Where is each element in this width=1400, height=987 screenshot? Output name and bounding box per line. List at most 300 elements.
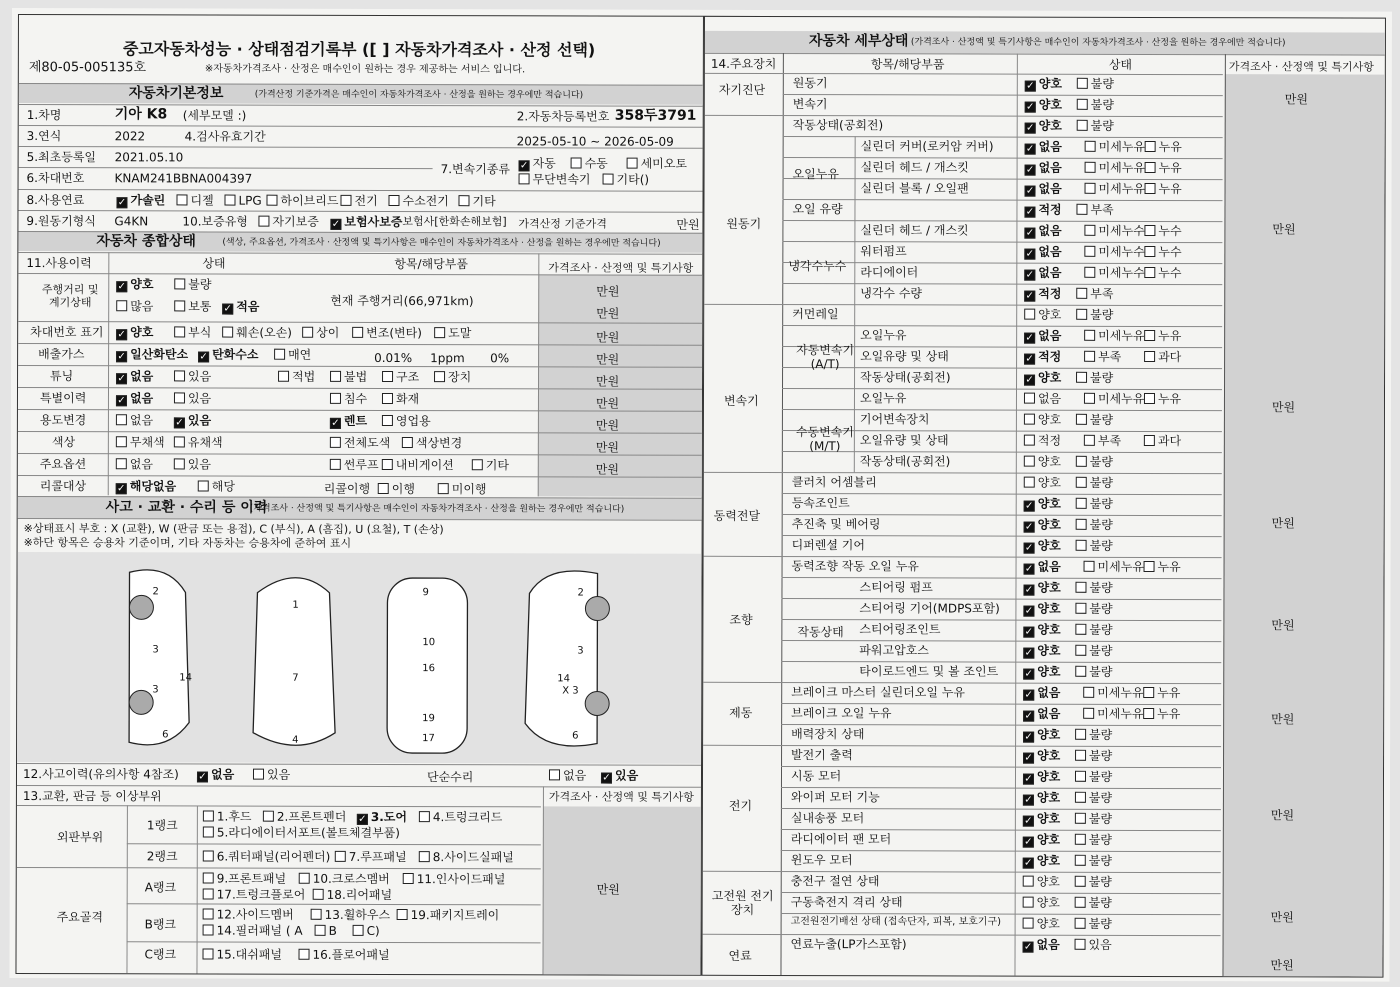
- checkbox: [1075, 603, 1086, 614]
- checkbox: [1084, 225, 1095, 236]
- use-opt-0: 없음: [116, 413, 153, 427]
- detail-item-option: 불량: [1075, 896, 1112, 910]
- recall-sub-0: 이행: [378, 482, 415, 496]
- detail-item-label: 라디에이터 팬 모터: [790, 832, 892, 847]
- special-price: 만원: [595, 396, 620, 411]
- hist-opt-0: ✓ 없음: [198, 767, 235, 783]
- detail-item-label: 스티어링 기어(MDPS포함): [859, 601, 1000, 616]
- svg-text:6: 6: [572, 730, 579, 742]
- detail-item-label: 디퍼렌셜 기어: [791, 538, 865, 553]
- rankA-label: A랭크: [144, 880, 177, 895]
- plate-opt-2: 훼손(오손): [222, 326, 292, 341]
- checkbox: [1085, 162, 1096, 173]
- checkbox: [1084, 435, 1095, 446]
- parts-label: 13.교환, 판금 등 이상부위: [22, 789, 162, 804]
- checkbox: [1024, 477, 1035, 488]
- detail-item-option: ✓ 없음: [1025, 181, 1062, 197]
- detail-item-option: 불량: [1076, 518, 1113, 532]
- detail-h4: 가격조사 · 산정액 및 특기사항: [1228, 60, 1374, 74]
- checkbox: ✓: [1024, 647, 1034, 659]
- detail-item-option: 불량: [1075, 728, 1112, 742]
- detail-item-label: 라디에이터: [860, 265, 919, 280]
- option-label: 주요옵션: [39, 457, 87, 472]
- price-brake: 만원: [1271, 712, 1295, 727]
- detail-item-option: 불량: [1077, 77, 1114, 91]
- group-hv: 고전원 전기장치: [711, 888, 774, 918]
- checkbox: ✓: [1025, 143, 1035, 155]
- svg-text:4: 4: [292, 734, 299, 746]
- detail-item-label: 오일유량 및 상태: [860, 349, 949, 364]
- trans-opt-cvt: 무단변속기: [519, 172, 591, 187]
- checkbox: [1024, 435, 1035, 446]
- basic-info-title: 자동차기본정보: [128, 85, 224, 102]
- checkbox: [1077, 99, 1088, 110]
- overall-h4: 가격조사 · 산정액 및 특기사항: [548, 261, 694, 275]
- detail-item-option: 불량: [1077, 98, 1114, 112]
- detail-item-option: 없음: [1024, 392, 1061, 406]
- detail-item-option: ✓ 없음: [1025, 139, 1062, 155]
- color-sub-1: 색상변경: [402, 436, 462, 451]
- group-transmission: 변속기: [723, 393, 759, 408]
- rankC-item-0: 15.대쉬패널: [203, 948, 282, 963]
- checkbox: ✓: [1024, 752, 1033, 764]
- checkbox: [1075, 729, 1086, 740]
- checkbox: [1076, 540, 1087, 551]
- legend-line-2: ※하단 항목은 승용차 기준이며, 기타 자동차는 승용차에 준하여 표시: [23, 536, 352, 550]
- detail-item-option: 양호: [1023, 896, 1060, 910]
- detail-note: (가격조사 · 산정액 및 특기사항은 매수인이 자동차가격조사 · 산정을 원하는 경우에만 적습니다): [910, 37, 1286, 49]
- group-selfdiag: 자기진단: [718, 82, 766, 97]
- detail-item-label: 윈도우 모터: [790, 853, 853, 868]
- tuning-sub-3: 장치: [434, 370, 471, 384]
- rank2-item-0: 6.쿼터패널(리어펜더): [203, 850, 331, 865]
- checkbox: ✓: [1026, 80, 1035, 92]
- checkbox: ✓: [1024, 815, 1033, 827]
- svg-text:1: 1: [292, 599, 299, 611]
- sub-mt: 수동변속기 (M/T): [795, 425, 854, 454]
- recall-label: 리콜대상: [39, 479, 87, 494]
- detail-item-option: 누유: [1145, 182, 1182, 196]
- checkbox: [1023, 897, 1034, 908]
- detail-item-option: 미세누수: [1084, 245, 1144, 260]
- detail-item-option: ✓ 없음: [1025, 223, 1062, 239]
- group-brake: 제동: [729, 705, 753, 720]
- detail-item-label: 연료누출(LP가스포함): [790, 937, 907, 952]
- option-price: 만원: [595, 462, 619, 477]
- exhaust-opt-0: ✓ 일산화탄소: [117, 347, 189, 363]
- detail-item-option: 있음: [1075, 938, 1112, 952]
- detail-item-label: 냉각수 수량: [860, 286, 923, 301]
- rankA-item-0: 9.프론트패널: [203, 872, 286, 887]
- checkbox: [1075, 918, 1086, 929]
- checkbox: ✓: [1024, 836, 1033, 848]
- simple-label: 단순수리: [426, 770, 474, 785]
- detail-item-option: 양호: [1024, 308, 1061, 322]
- detail-item-option: 미세누유: [1085, 161, 1145, 176]
- checkbox: [1076, 519, 1087, 530]
- checkbox: [1075, 582, 1086, 593]
- detail-item-label: 원동기: [792, 76, 828, 91]
- detail-item-option: ✓ 양호: [1026, 76, 1063, 92]
- year-label: 3.연식: [26, 129, 62, 144]
- detail-item-option: ✓ 양호: [1024, 664, 1061, 680]
- detail-item-label: 발전기 출력: [791, 748, 853, 763]
- checkbox: ✓: [1024, 500, 1034, 512]
- detail-item-label: 동력조향 작동 오일 누유: [791, 559, 919, 574]
- detail-item-option: 미세누수: [1084, 266, 1144, 281]
- checkbox: [1144, 267, 1155, 278]
- fuel-opt-0: ✓ 가솔린: [117, 193, 166, 209]
- special-opt-0: ✓ 없음: [117, 391, 154, 407]
- detail-item-option: ✓ 양호: [1025, 370, 1062, 386]
- mileage-label: 주행거리 및 계기상태: [41, 283, 99, 310]
- detail-item-option: 과다: [1144, 434, 1181, 448]
- detail-item-option: 불량: [1076, 371, 1113, 385]
- checkbox: [1144, 435, 1155, 446]
- special-opt-1: 있음: [174, 391, 211, 405]
- fuel-label: 8.사용연료: [26, 193, 85, 208]
- use-opt-1: ✓ 있음: [175, 413, 212, 429]
- left-panel: [15, 14, 704, 976]
- checkbox: ✓: [1025, 206, 1035, 218]
- detail-item-option: ✓ 양호: [1024, 811, 1061, 827]
- detail-item-option: ✓ 없음: [1025, 328, 1062, 344]
- recall-sub-1: 미이행: [438, 482, 487, 497]
- detail-item-option: 누유: [1143, 686, 1180, 700]
- detail-item-option: ✓ 양호: [1024, 622, 1061, 638]
- detail-item-option: 불량: [1075, 791, 1112, 805]
- checkbox: [1144, 561, 1155, 572]
- detail-item-label: 와이퍼 모터 기능: [790, 790, 880, 805]
- detail-item-option: 누수: [1144, 245, 1181, 259]
- detail-item-option: 불량: [1076, 539, 1113, 553]
- checkbox: ✓: [1024, 584, 1034, 596]
- detail-item-option: 불량: [1075, 812, 1112, 826]
- rankB-item-3: 14.필러패널 ( A: [203, 924, 303, 939]
- vin-label: 6.차대번호: [26, 171, 85, 186]
- car-name-label: 1.차명: [26, 108, 62, 123]
- legend-line-1: ※상태표시 부호 : X (교환), W (판금 또는 용접), C (부식), A (흠집), U (요철), T (손상): [23, 522, 444, 537]
- detail-item-option: 양호: [1023, 917, 1060, 931]
- overall-title: 자동차 종합상태: [96, 233, 196, 250]
- sub-oil-leak: 오일누유: [792, 167, 839, 182]
- hist-label: 12.사고이력(유의사항 4참조): [22, 767, 179, 782]
- svg-text:3: 3: [152, 644, 159, 656]
- detail-item-label: 실린더 커버(로커암 커버): [860, 139, 994, 154]
- svg-text:17: 17: [422, 733, 435, 745]
- detail-h3: 상태: [1108, 57, 1133, 72]
- detail-item-option: ✓ 양호: [1024, 727, 1061, 743]
- checkbox: [1075, 897, 1086, 908]
- warranty-label: 10.보증유형: [182, 214, 248, 229]
- doc-number: 제80-05-005135호: [28, 60, 147, 76]
- doc-note: ※자동차가격조사 · 산정은 매수인이 원하는 경우 제공하는 서비스 입니다.: [204, 63, 526, 76]
- checkbox: ✓: [1024, 563, 1034, 575]
- checkbox: [1077, 120, 1088, 131]
- overall-note: (색상, 주요옵션, 가격조사 · 산정액 및 특기사항은 매수인이 자동차가격조사 · 산정을 원하는 경우에만 적습니다): [222, 237, 661, 249]
- detail-item-label: 실린더 헤드 / 개스킷: [860, 223, 969, 238]
- warranty-opt-0: 자기보증: [258, 215, 318, 230]
- checkbox: [1077, 78, 1088, 89]
- price-steering: 만원: [1271, 618, 1295, 633]
- trans-opt-etc: 기타(): [603, 173, 650, 188]
- detail-item-option: 불량: [1075, 770, 1112, 784]
- detail-item-option: 불량: [1075, 665, 1112, 679]
- option-opt-1: 있음: [174, 457, 211, 471]
- checkbox: ✓: [1024, 794, 1033, 806]
- rankC-label: C랭크: [144, 947, 177, 962]
- price-base-unit: 만원: [676, 217, 700, 232]
- checkbox: [1144, 330, 1155, 341]
- detail-item-option: 미세누수: [1084, 224, 1144, 239]
- car-name: 기아 K8: [114, 106, 168, 123]
- mileage-opt-good: ✓ 양호: [117, 277, 154, 293]
- detail-item-label: 충전구 절연 상태: [790, 874, 880, 889]
- detail-item-label: 오일유량 및 상태: [859, 433, 949, 448]
- detail-item-option: ✓ 양호: [1024, 496, 1061, 512]
- checkbox: [1075, 939, 1086, 950]
- exhaust-opt-2: 매연: [274, 348, 311, 362]
- svg-text:14: 14: [179, 672, 192, 684]
- parts-price: 만원: [596, 882, 620, 897]
- vin: KNAM241BBNA004397: [114, 171, 253, 186]
- mileage-value: 현재 주행거리(66,971km): [330, 293, 474, 309]
- recall-opt-1: 해당: [198, 479, 235, 493]
- checkbox: [1075, 792, 1086, 803]
- accident-note: (가격조사 · 산정액 및 특기사항은 매수인이 자동차가격조사 · 산정을 원하는 경우에만 적습니다): [249, 503, 625, 515]
- mileage-opt-normal: 보통: [174, 299, 211, 313]
- svg-text:X 3: X 3: [562, 685, 579, 697]
- svg-text:3: 3: [577, 645, 584, 657]
- checkbox: [1083, 687, 1094, 698]
- rankB-item-5: C): [353, 924, 380, 938]
- detail-item-label: 배력장치 상태: [791, 727, 865, 742]
- checkbox: [1075, 750, 1086, 761]
- frame-label: 주요골격: [56, 910, 104, 925]
- rank1-item-1: 2.프론트펜더: [263, 810, 346, 825]
- plate-price: 만원: [596, 330, 620, 345]
- detail-item-option: 불량: [1075, 833, 1112, 847]
- color-price: 만원: [595, 440, 620, 455]
- trans-opt-manual: 수동: [571, 156, 608, 170]
- mileage-opt-few: ✓ 적음: [223, 299, 260, 315]
- engine-label: 9.원동기형식: [26, 214, 96, 229]
- detail-item-option: ✓ 없음: [1025, 265, 1062, 281]
- reg-number: 358두3791: [614, 107, 697, 124]
- svg-text:10: 10: [422, 637, 436, 649]
- plate-opt-5: 도말: [434, 326, 471, 340]
- rankA-item-1: 10.크로스멤버: [299, 872, 390, 887]
- detail-item-option: 누유: [1144, 392, 1181, 406]
- checkbox: [1075, 876, 1086, 887]
- detail-item-option: 미세누유: [1085, 140, 1145, 155]
- detail-item-option: 누유: [1145, 140, 1182, 154]
- checkbox: [1144, 351, 1155, 362]
- detail-item-option: ✓ 없음: [1023, 937, 1060, 953]
- mileage-price-2: 만원: [596, 306, 620, 321]
- detail-item-label: 기어변속장치: [859, 412, 930, 427]
- checkbox: [1024, 456, 1035, 467]
- detail-item-option: ✓ 없음: [1024, 559, 1061, 575]
- detail-item-label: 실린더 헤드 / 개스킷: [860, 160, 969, 175]
- checkbox: ✓: [1025, 227, 1035, 239]
- detail-item-label: 등속조인트: [791, 496, 850, 511]
- detail-item-label: 변속기: [792, 97, 828, 112]
- price-engine: 만원: [1272, 222, 1296, 237]
- checkbox: [1083, 708, 1094, 719]
- mileage-price-1: 만원: [596, 284, 620, 299]
- rank1-item-4: 5.라디에이터서포트(볼트체결부품): [203, 826, 400, 841]
- color-label: 색상: [51, 435, 76, 450]
- sub-at: 자동변속기 (A/T): [796, 343, 855, 372]
- plate-opt-1: 부식: [174, 325, 211, 339]
- car-model: (세부모델 :): [182, 108, 247, 123]
- price-electric: 만원: [1270, 808, 1295, 823]
- detail-item-option: ✓ 적정: [1025, 349, 1062, 365]
- detail-item-label: 워터펌프: [860, 244, 907, 259]
- group-engine: 원동기: [726, 216, 762, 231]
- detail-title: 자동차 세부상태: [808, 33, 909, 50]
- detail-item-option: 미세누유: [1083, 707, 1143, 722]
- checkbox: ✓: [1026, 101, 1035, 113]
- rank2-item-1: 7.루프패널: [335, 850, 407, 865]
- detail-item-option: ✓ 양호: [1024, 769, 1061, 785]
- checkbox: ✓: [1024, 710, 1033, 722]
- detail-item-option: 부족: [1084, 350, 1121, 364]
- detail-item-label: 작동상태(공회전): [859, 454, 951, 469]
- checkbox: ✓: [1024, 542, 1034, 554]
- checkbox: ✓: [1025, 164, 1035, 176]
- checkbox: [1076, 477, 1087, 488]
- checkbox: [1085, 141, 1096, 152]
- tuning-price: 만원: [596, 374, 620, 389]
- detail-item-option: 불량: [1075, 581, 1112, 595]
- detail-item-option: 불량: [1075, 917, 1112, 931]
- checkbox: [1084, 351, 1095, 362]
- group-powertrain: 동력전달: [713, 508, 761, 523]
- use-label: 용도변경: [39, 413, 87, 428]
- rankB-label: B랭크: [144, 917, 177, 932]
- mileage-opt-many: 많음: [116, 299, 153, 313]
- detail-item-option: 불량: [1077, 119, 1114, 133]
- rank2-item-2: 8.사이드실패널: [419, 850, 514, 865]
- page-title: 중고자동차성능 · 상태점검기록부 ([ ] 자동차가격조사 · 산정 선택): [122, 39, 596, 60]
- plate-opt-4: 변조(변타): [352, 326, 422, 341]
- detail-h2: 항목/해당부품: [870, 57, 945, 72]
- checkbox: ✓: [1024, 605, 1034, 617]
- checkbox: [1075, 855, 1086, 866]
- tuning-sub-2: 구조: [382, 370, 419, 384]
- detail-item-option: 누유: [1143, 707, 1180, 721]
- detail-item-option: 미세누유: [1085, 182, 1145, 197]
- detail-item-option: 부족: [1084, 434, 1121, 448]
- detail-item-option: 과다: [1144, 350, 1181, 364]
- checkbox: [1024, 414, 1035, 425]
- exhaust-price: 만원: [596, 352, 620, 367]
- plate-opt-3: 상이: [302, 326, 339, 340]
- svg-text:6: 6: [162, 729, 169, 741]
- plate-opt-0: ✓ 양호: [117, 325, 154, 341]
- detail-item-label: 클러치 어셈블리: [791, 475, 877, 490]
- car-diagram: [17, 552, 704, 764]
- detail-item-option: 미세누유: [1084, 560, 1144, 575]
- year: 2022: [114, 129, 146, 144]
- parts-price-label: 가격조사 · 산정액 및 특기사항: [548, 790, 694, 804]
- detail-item-option: 양호: [1023, 875, 1060, 889]
- detail-item-option: ✓ 양호: [1024, 790, 1061, 806]
- first-reg: 2021.05.10: [114, 150, 184, 165]
- exhaust-hc: 1ppm: [430, 351, 465, 366]
- detail-item-option: ✓ 적정: [1025, 286, 1062, 302]
- checkbox: [1084, 393, 1095, 404]
- hist-opt-1: 있음: [253, 768, 290, 782]
- sub-steer: 작동상태: [797, 625, 844, 640]
- trans-label: 7.변속기종류: [440, 162, 511, 177]
- detail-item-option: 양호: [1024, 455, 1061, 469]
- checkbox: ✓: [1024, 857, 1033, 869]
- checkbox: [1144, 393, 1155, 404]
- use-sub-1: 영업용: [382, 414, 431, 429]
- detail-item-option: 미세누유: [1083, 686, 1143, 701]
- exhaust-opt-1: ✓ 탄화수소: [199, 347, 259, 363]
- checkbox: [1076, 456, 1087, 467]
- tuning-label: 튜닝: [50, 369, 74, 384]
- right-panel: [701, 16, 1386, 978]
- detail-item-label: 작동상태(공회전): [792, 118, 884, 133]
- sub-coolant: 냉각수누수: [788, 259, 847, 274]
- detail-item-label: 커먼레일: [792, 307, 839, 322]
- group-electric: 전기: [728, 798, 753, 813]
- tuning-sub-0: 적법: [278, 370, 315, 384]
- simple-opt-1: ✓ 있음: [602, 768, 639, 784]
- option-opt-0: 없음: [116, 457, 153, 471]
- checkbox: [1143, 708, 1154, 719]
- insp-period: 2025-05-10 ~ 2026-05-09: [516, 134, 674, 149]
- detail-item-option: 불량: [1076, 476, 1113, 490]
- basic-info-note: (가격산정 기준가격은 매수인이 자동차가격조사 · 산정을 원하는 경우에만 적습니다): [254, 89, 584, 101]
- group-fuel: 연료: [728, 948, 752, 963]
- rankB-item-2: 19.패키지트레이: [397, 908, 500, 923]
- detail-item-label: 브레이크 마스터 실린더오일 누유: [791, 685, 965, 700]
- svg-text:16: 16: [422, 663, 436, 675]
- rank1-label: 1랭크: [146, 818, 178, 833]
- detail-item-option: 미세누유: [1084, 392, 1144, 407]
- color-opt-1: 유채색: [174, 435, 223, 450]
- checkbox: [1076, 498, 1087, 509]
- rankB-item-1: 13.휠하우스: [311, 908, 390, 923]
- fuel-opt-6: 기타: [458, 194, 495, 208]
- rank1-item-2: ✓ 3.도어: [358, 809, 407, 825]
- detail-item-label: 오일 유량: [792, 202, 843, 217]
- detail-item-label: 추진축 및 베어링: [791, 517, 881, 532]
- first-reg-label: 5.최초등록일: [26, 150, 97, 165]
- checkbox: ✓: [1023, 941, 1033, 953]
- checkbox: [1084, 246, 1095, 257]
- price-fuel: 만원: [1270, 958, 1294, 973]
- detail-item-option: ✓ 양호: [1024, 517, 1061, 533]
- simple-opt-0: 없음: [549, 768, 586, 782]
- detail-item-option: 불량: [1076, 413, 1113, 427]
- svg-text:14: 14: [557, 673, 570, 685]
- detail-item-label: 실린더 블록 / 오일팬: [860, 181, 969, 196]
- rankC-item-1: 16.플로어패널: [299, 948, 390, 963]
- option-sub-2: 기타: [472, 458, 509, 472]
- detail-item-option: 불량: [1075, 749, 1112, 763]
- detail-item-label: 구동축전지 격리 상태: [790, 895, 903, 910]
- detail-item-option: 부족: [1076, 203, 1113, 217]
- detail-item-option: 양호: [1024, 476, 1061, 490]
- checkbox: ✓: [1024, 689, 1033, 701]
